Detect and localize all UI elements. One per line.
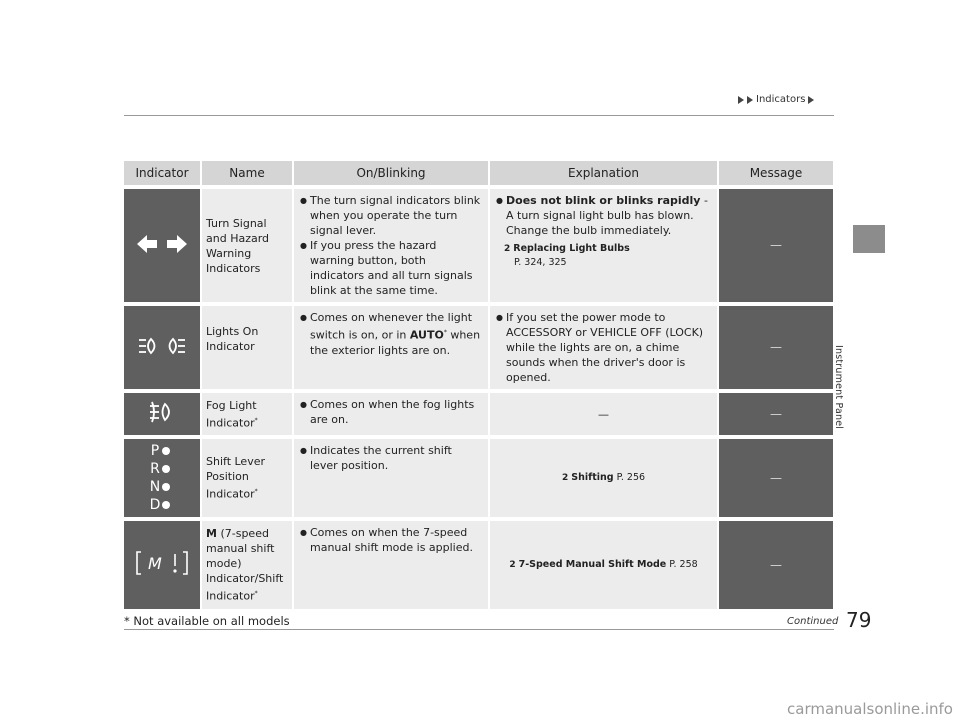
column-header: Name (200, 161, 292, 185)
list-item (300, 310, 482, 358)
indicator-name: Fog Light Indicator (206, 398, 257, 430)
dot-icon (162, 447, 170, 455)
explanation-cell (488, 521, 717, 609)
footer-rule (124, 629, 834, 630)
column-header: Indicator (124, 161, 200, 185)
gear-letter: P (150, 443, 160, 459)
list-item: ● If you press the hazard warning button, both indicators and all turn signals blink at the same time. (300, 238, 482, 298)
explanation-text: - A turn signal light bulb has blown. Change the bulb immediately. (506, 194, 708, 237)
indicator-cell (124, 521, 200, 609)
manual-shift-mode-icon (135, 550, 189, 576)
message-value: — (770, 238, 782, 252)
list-item: ● Comes on when the fog lights are on. (300, 397, 482, 427)
name-bold: M (206, 527, 217, 541)
message-cell (717, 521, 833, 609)
message-value: — (770, 340, 782, 354)
footnote: * Not available on all models (124, 614, 290, 628)
indicator-cell (124, 306, 200, 389)
watermark: carmanualsonline.info (787, 700, 953, 718)
explanation-cell (488, 439, 717, 517)
section-label: Instrument Panel (833, 345, 844, 430)
reference-pages: P. 324, 325 (514, 257, 567, 268)
reference-arrow-icon: 2 (509, 560, 516, 570)
explanation-cell (488, 189, 717, 302)
on-blinking-cell (292, 393, 488, 435)
footnote-marker: * (254, 590, 258, 598)
page-number: 79 (846, 608, 872, 632)
table-row (124, 521, 833, 609)
svg-text:M: M (148, 554, 162, 573)
dot-icon (162, 501, 170, 509)
fog-light-icon (147, 400, 177, 424)
table-row (124, 439, 833, 517)
dot-icon (162, 483, 170, 491)
table-row (124, 189, 833, 302)
section-tab (853, 225, 885, 253)
table-row (124, 306, 833, 389)
breadcrumb-arrow-icon (808, 96, 814, 104)
name-cell (200, 306, 292, 389)
reference-arrow-icon: 2 (504, 244, 511, 254)
lights-on-icon (137, 334, 187, 358)
text-segment: when the exterior lights are on. (310, 328, 481, 357)
indicator-cell (124, 189, 200, 302)
on-blinking-cell (292, 306, 488, 389)
name-cell (200, 393, 292, 435)
name-cell (200, 189, 292, 302)
table-row (124, 393, 833, 435)
message-value: — (770, 406, 782, 421)
text-bold: AUTO (409, 328, 444, 342)
message-cell (717, 306, 833, 389)
column-header: Explanation (488, 161, 717, 185)
list-item (496, 193, 711, 238)
gear-letter: N (149, 479, 161, 495)
explanation-value: — (598, 407, 609, 421)
turn-signal-arrows-icon (135, 232, 189, 256)
continued-label: Continued (787, 616, 839, 627)
cross-reference (490, 557, 717, 573)
cross-reference (490, 242, 717, 269)
reference-pages: P. 256 (616, 472, 646, 483)
gear-letter: D (149, 497, 161, 513)
reference-title[interactable]: 7-Speed Manual Shift Mode (518, 559, 667, 570)
breadcrumb-label: Indicators (756, 94, 806, 105)
indicator-name: (7-speed manual shift mode) Indicator/Shift Indicator (206, 527, 284, 603)
footnote-marker: * (254, 416, 258, 424)
name-cell (200, 439, 292, 517)
breadcrumb (738, 94, 814, 105)
name-cell (200, 521, 292, 609)
reference-title[interactable]: Replacing Light Bulbs (513, 243, 630, 254)
message-value: — (770, 470, 782, 485)
message-cell (717, 393, 833, 435)
breadcrumb-arrow-icon (747, 96, 753, 104)
header-rule (124, 115, 834, 116)
explanation-cell (488, 393, 717, 435)
on-blinking-cell (292, 521, 488, 609)
column-header: On/Blinking (292, 161, 488, 185)
reference-pages: P. 258 (669, 559, 698, 570)
indicator-name: Shift Lever Position Indicator (206, 455, 266, 501)
gear-letter: R (150, 461, 160, 477)
indicators-table (124, 157, 833, 613)
list-item: ● If you set the power mode to ACCESSORY or VEHICLE OFF (LOCK) while the lights are on, a chime sounds when the driver's door is opened. (496, 310, 711, 385)
message-cell (717, 439, 833, 517)
dot-icon (162, 465, 170, 473)
indicator-cell (124, 393, 200, 435)
footnote-marker: * (254, 488, 258, 496)
on-blinking-cell (292, 189, 488, 302)
list-item: ● Comes on when the 7-speed manual shift mode is applied. (300, 525, 482, 555)
message-value: — (770, 557, 782, 572)
indicator-name: Turn Signal and Hazard Warning Indicators (206, 216, 270, 275)
breadcrumb-arrow-icon (738, 96, 744, 104)
reference-title[interactable]: Shifting (571, 472, 614, 483)
shift-lever-position-icon (148, 443, 176, 513)
message-cell (717, 189, 833, 302)
list-item: ● Indicates the current shift lever position. (300, 443, 482, 473)
footnote-marker: * (443, 329, 447, 336)
indicator-cell (124, 439, 200, 517)
table-header-row (124, 161, 833, 185)
column-header: Message (717, 161, 833, 185)
indicator-name: Lights On Indicator (206, 325, 259, 353)
list-item: ● The turn signal indicators blink when you operate the turn signal lever. (300, 193, 482, 238)
explanation-bold: Does not blink or blinks rapidly (506, 194, 701, 207)
reference-arrow-icon: 2 (561, 473, 569, 483)
explanation-cell (488, 306, 717, 389)
cross-reference (490, 470, 717, 486)
text-segment: Comes on whenever the light switch is on, or in (310, 311, 473, 342)
on-blinking-cell (292, 439, 488, 517)
